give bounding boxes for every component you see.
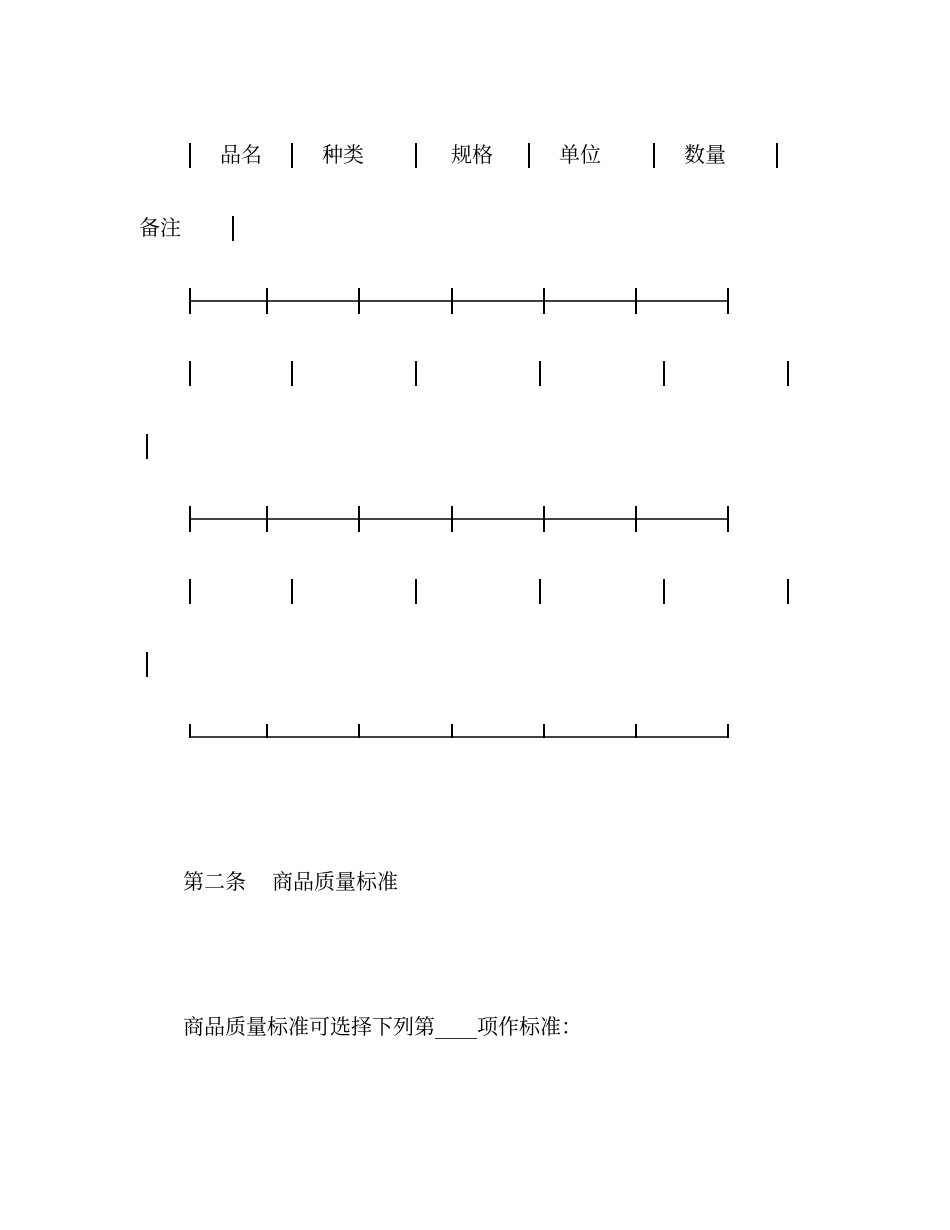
row-separator-2 (190, 506, 728, 532)
article-title: 商品质量标准 (272, 870, 398, 894)
header-cell-remark: 备注 (139, 216, 181, 240)
row-separator-1 (190, 288, 728, 314)
header-cell-type: 种类 (322, 143, 364, 167)
table-bottom-border (190, 724, 728, 738)
article-heading (183, 870, 398, 894)
header-cell-name: 品名 (220, 143, 262, 167)
data-row-1-bars (190, 361, 788, 386)
article-number: 第二条 (183, 870, 246, 894)
header-cell-quantity: 数量 (684, 143, 726, 167)
paragraph-text: 商品质量标准可选择下列第____项作标准： (183, 1015, 582, 1039)
header-cell-spec: 规格 (451, 143, 493, 167)
data-row-2-bars (190, 579, 788, 604)
header-cell-unit: 单位 (559, 143, 601, 167)
